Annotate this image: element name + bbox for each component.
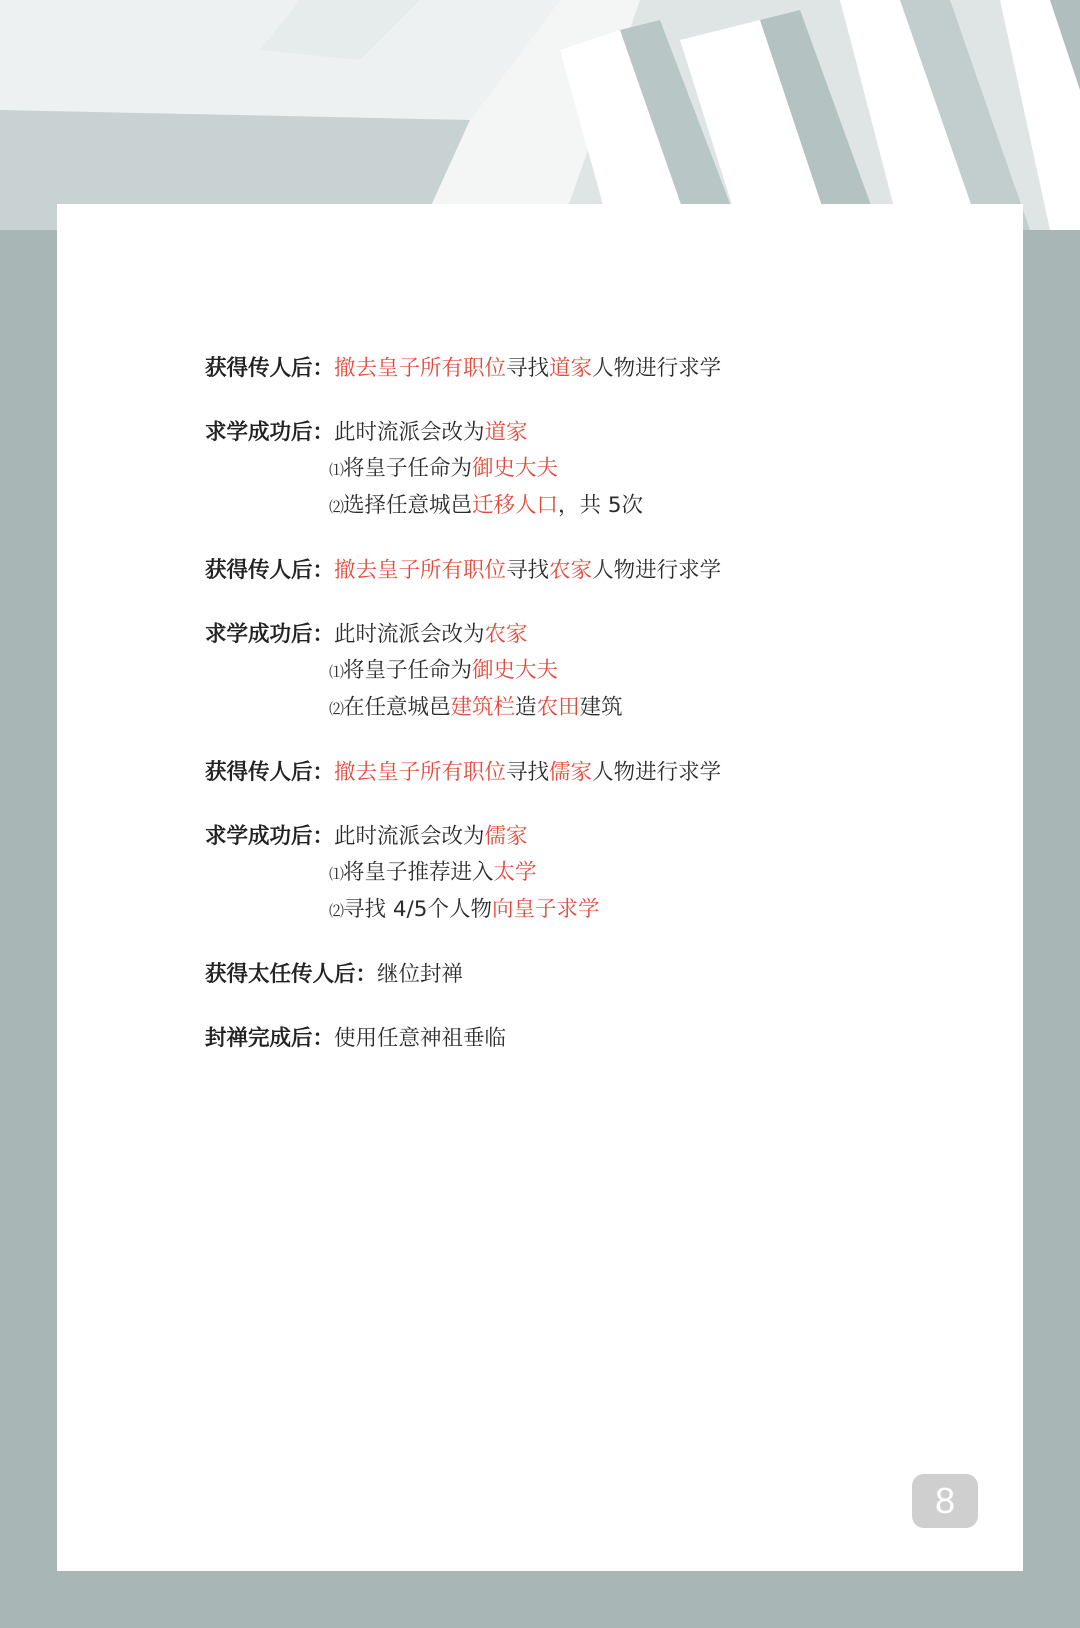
step-number: ⑴ <box>329 663 344 681</box>
entry-text: 此时流派会改为 <box>334 824 485 849</box>
highlight-text: 道家 <box>484 420 528 445</box>
highlight-text: 撤去皇子所有职位 <box>334 760 507 785</box>
entry-text: 人物进行求学 <box>592 356 722 381</box>
instruction-entry <box>205 415 965 525</box>
entry-label: 求学成功后： <box>205 622 335 647</box>
highlight-text: 向皇子求学 <box>491 897 600 922</box>
entry-text: 继位封禅 <box>377 962 464 987</box>
entry-text: 使用任意神祖垂临 <box>334 1026 507 1051</box>
sub-step <box>205 488 965 525</box>
step-number: ⑵ <box>329 498 344 516</box>
entry-text: 寻找 <box>506 356 550 381</box>
document-page <box>57 204 1023 1571</box>
step-number: ⑵ <box>329 902 344 920</box>
entry-text: 寻找 <box>506 760 550 785</box>
instruction-entry <box>205 553 965 589</box>
entry-text: 此时流派会改为 <box>334 420 485 445</box>
highlight-text: 御史大夫 <box>472 456 559 481</box>
step-number: ⑵ <box>329 700 344 718</box>
entry-line <box>205 819 965 855</box>
header-architecture-image <box>0 0 1080 230</box>
highlight-text: 儒家 <box>549 760 593 785</box>
highlight-text: 迁移人口 <box>472 493 559 518</box>
step-number: ⑴ <box>329 865 344 883</box>
highlight-text: 道家 <box>549 356 593 381</box>
sub-step <box>205 451 965 488</box>
highlight-text: 建筑栏 <box>450 695 516 720</box>
highlight-text: 农家 <box>484 622 528 647</box>
entry-text: 寻找 <box>506 558 550 583</box>
highlight-text: 撤去皇子所有职位 <box>334 558 507 583</box>
instruction-entry <box>205 617 965 727</box>
entry-label: 获得传人后： <box>205 760 335 785</box>
step-text: 选择任意城邑 <box>343 493 473 518</box>
entry-line <box>205 617 965 653</box>
step-text: 在任意城邑 <box>343 695 451 720</box>
sub-step <box>205 855 965 892</box>
entry-label: 获得太任传人后： <box>205 962 378 987</box>
instruction-entry <box>205 351 965 387</box>
step-text: 造 <box>515 695 537 720</box>
highlight-text: 农家 <box>549 558 593 583</box>
entry-text: 人物进行求学 <box>592 760 722 785</box>
sub-step <box>205 892 965 929</box>
highlight-text: 太学 <box>493 860 537 885</box>
step-text: ，共 5次 <box>558 493 644 518</box>
sub-step <box>205 690 965 727</box>
entry-label: 获得传人后： <box>205 356 335 381</box>
step-text: 将皇子推荐进入 <box>343 860 494 885</box>
entry-label: 求学成功后： <box>205 420 335 445</box>
highlight-text: 御史大夫 <box>472 658 559 683</box>
entry-line <box>205 1021 965 1057</box>
step-text: 建筑 <box>579 695 623 720</box>
instruction-entry <box>205 957 965 993</box>
entry-line <box>205 755 965 791</box>
instruction-entry <box>205 819 965 929</box>
step-text: 将皇子任命为 <box>343 658 473 683</box>
entry-label: 获得传人后： <box>205 558 335 583</box>
highlight-text: 撤去皇子所有职位 <box>334 356 507 381</box>
entry-line <box>205 415 965 451</box>
entry-label: 求学成功后： <box>205 824 335 849</box>
highlight-text: 农田 <box>536 695 580 720</box>
highlight-text: 儒家 <box>484 824 528 849</box>
entry-line <box>205 351 965 387</box>
instruction-entry <box>205 755 965 791</box>
sub-step <box>205 653 965 690</box>
entry-line <box>205 553 965 589</box>
entry-text: 人物进行求学 <box>592 558 722 583</box>
step-number: ⑴ <box>329 461 344 479</box>
instruction-entry <box>205 1021 965 1057</box>
step-text: 将皇子任命为 <box>343 456 473 481</box>
entry-line <box>205 957 965 993</box>
step-text: 寻找 4/5个人物 <box>343 897 492 922</box>
instruction-list <box>205 351 965 1057</box>
page-number-badge: 8 <box>912 1474 978 1528</box>
entry-label: 封禅完成后： <box>205 1026 335 1051</box>
entry-text: 此时流派会改为 <box>334 622 485 647</box>
